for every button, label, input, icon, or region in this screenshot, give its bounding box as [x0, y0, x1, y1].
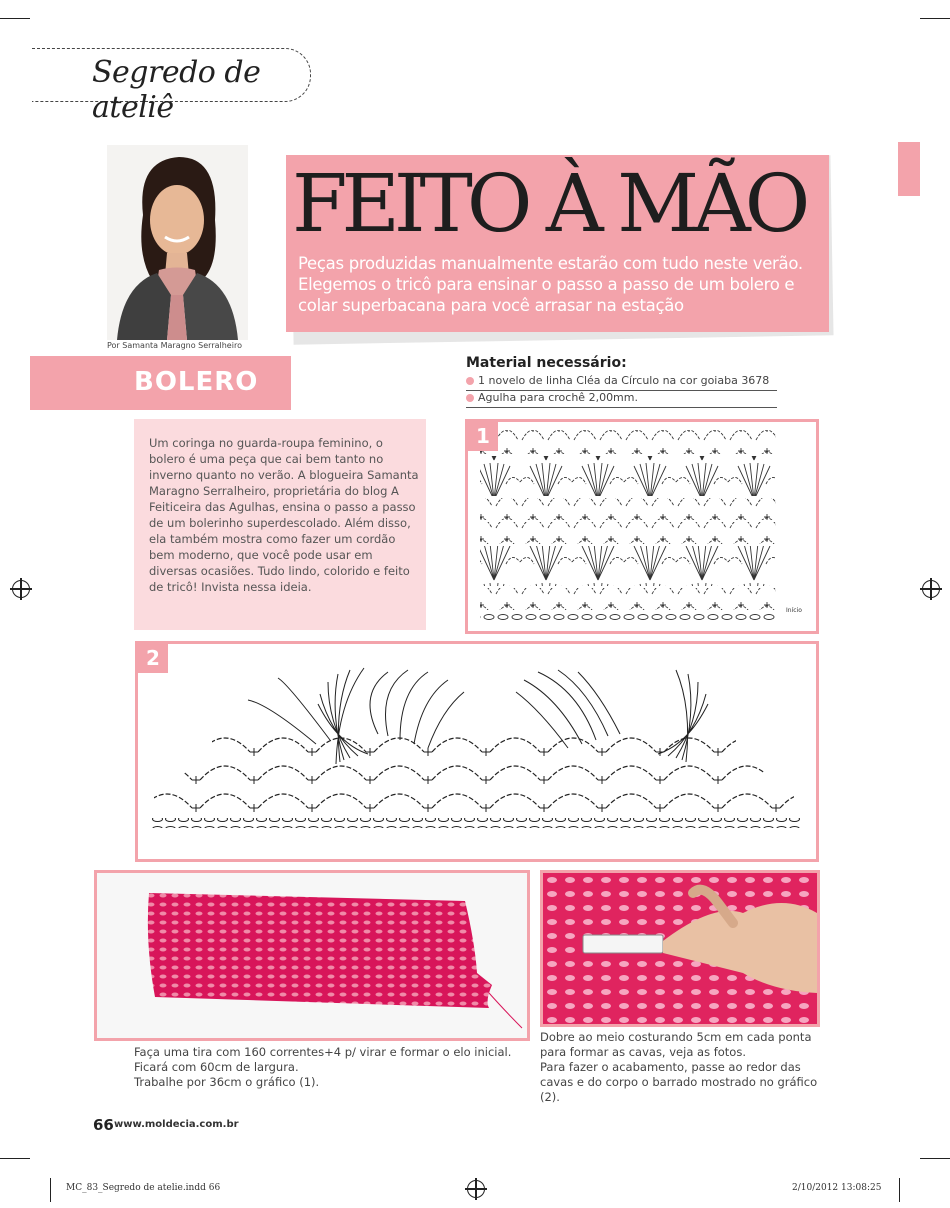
bolero-strip-photo: [94, 870, 530, 1041]
registration-mark-icon: [12, 580, 30, 598]
title-box: [286, 155, 829, 332]
material-item-text: Agulha para crochê 2,00mm.: [478, 391, 638, 404]
caption-line: Para fazer o acabamento, passe ao redor das cavas e do corpo o barrado mostrado no gráfico (2).: [540, 1060, 818, 1104]
caption-line: Faça uma tira com 160 correntes+4 p/ virar e formar o elo inicial.: [134, 1045, 512, 1059]
caption-left: [134, 1045, 524, 1090]
section-heading-box: [30, 356, 291, 410]
page-number: 66: [93, 1116, 114, 1134]
chart-2-number: 2: [138, 644, 168, 673]
caption-line: Dobre ao meio costurando 5cm em cada ponta para formar as cavas, veja as fotos.: [540, 1030, 812, 1059]
crop-mark: [50, 1178, 51, 1202]
material-item: [466, 391, 777, 408]
author-photo: [107, 145, 248, 340]
material-item: [466, 374, 777, 391]
section-heading: BOLERO: [134, 367, 259, 397]
caption-line: Ficará com 60cm de largura.: [134, 1060, 299, 1074]
registration-mark-icon: [467, 1180, 485, 1198]
chart-1-diagram: [468, 422, 816, 631]
slug-date: 2/10/2012 13:08:25: [792, 1183, 882, 1193]
section-tag: [32, 48, 311, 125]
crop-mark: [899, 1178, 900, 1202]
section-tag-label: Segredo de ateliê: [92, 55, 261, 125]
edge-tab: [898, 142, 920, 196]
bullet-icon: [466, 394, 474, 402]
crop-mark: [0, 18, 30, 19]
crop-mark: [920, 1158, 950, 1159]
measuring-photo: [540, 870, 820, 1027]
material-title: Material necessário:: [466, 355, 627, 371]
crochet-chart-1: [465, 419, 819, 634]
caption-right: [540, 1030, 825, 1105]
page-subtitle: Peças produzidas manualmente estarão com tudo neste verão. Elegemos o tricô para ensinar o passo a passo de um bolero e colar superbacana para você arrasar na estação: [298, 254, 803, 315]
intro-text: Um coringa no guarda-roupa feminino, o bolero é uma peça que cai bem tanto no inverno quanto no verão. A blogueira Samanta Maragno Serralheiro, proprietária do blog A Feiticeira das Agulhas, ensina o passo a passo de um bolerinho superdescolado. Além disso, ela também mostra como fazer um cordão bem moderno, que você pode usar em diversas ocasiões. Tudo lindo, colorido e feito de tricô! Invista nessa ideia.: [149, 436, 419, 594]
caption-line: Trabalhe por 36cm o gráfico (1).: [134, 1075, 320, 1089]
crochet-chart-2: [135, 641, 819, 862]
chart-2-diagram: [138, 644, 816, 859]
bullet-icon: [466, 377, 474, 385]
material-item-text: 1 novelo de linha Cléa da Círculo na cor goiaba 3678: [478, 374, 770, 387]
page-title: FEITO À MÃO: [292, 157, 805, 250]
footer-url: www.moldecia.com.br: [114, 1119, 239, 1130]
intro-box: [134, 419, 426, 630]
chart-1-number: 1: [468, 422, 498, 451]
author-caption: Por Samanta Maragno Serralheiro: [107, 341, 242, 350]
chart-1-start-label: Início: [786, 607, 802, 614]
crop-mark: [0, 1158, 30, 1159]
slug-file: MC_83_Segredo de atelie.indd 66: [66, 1183, 221, 1193]
registration-mark-icon: [922, 580, 940, 598]
crop-mark: [920, 18, 950, 19]
